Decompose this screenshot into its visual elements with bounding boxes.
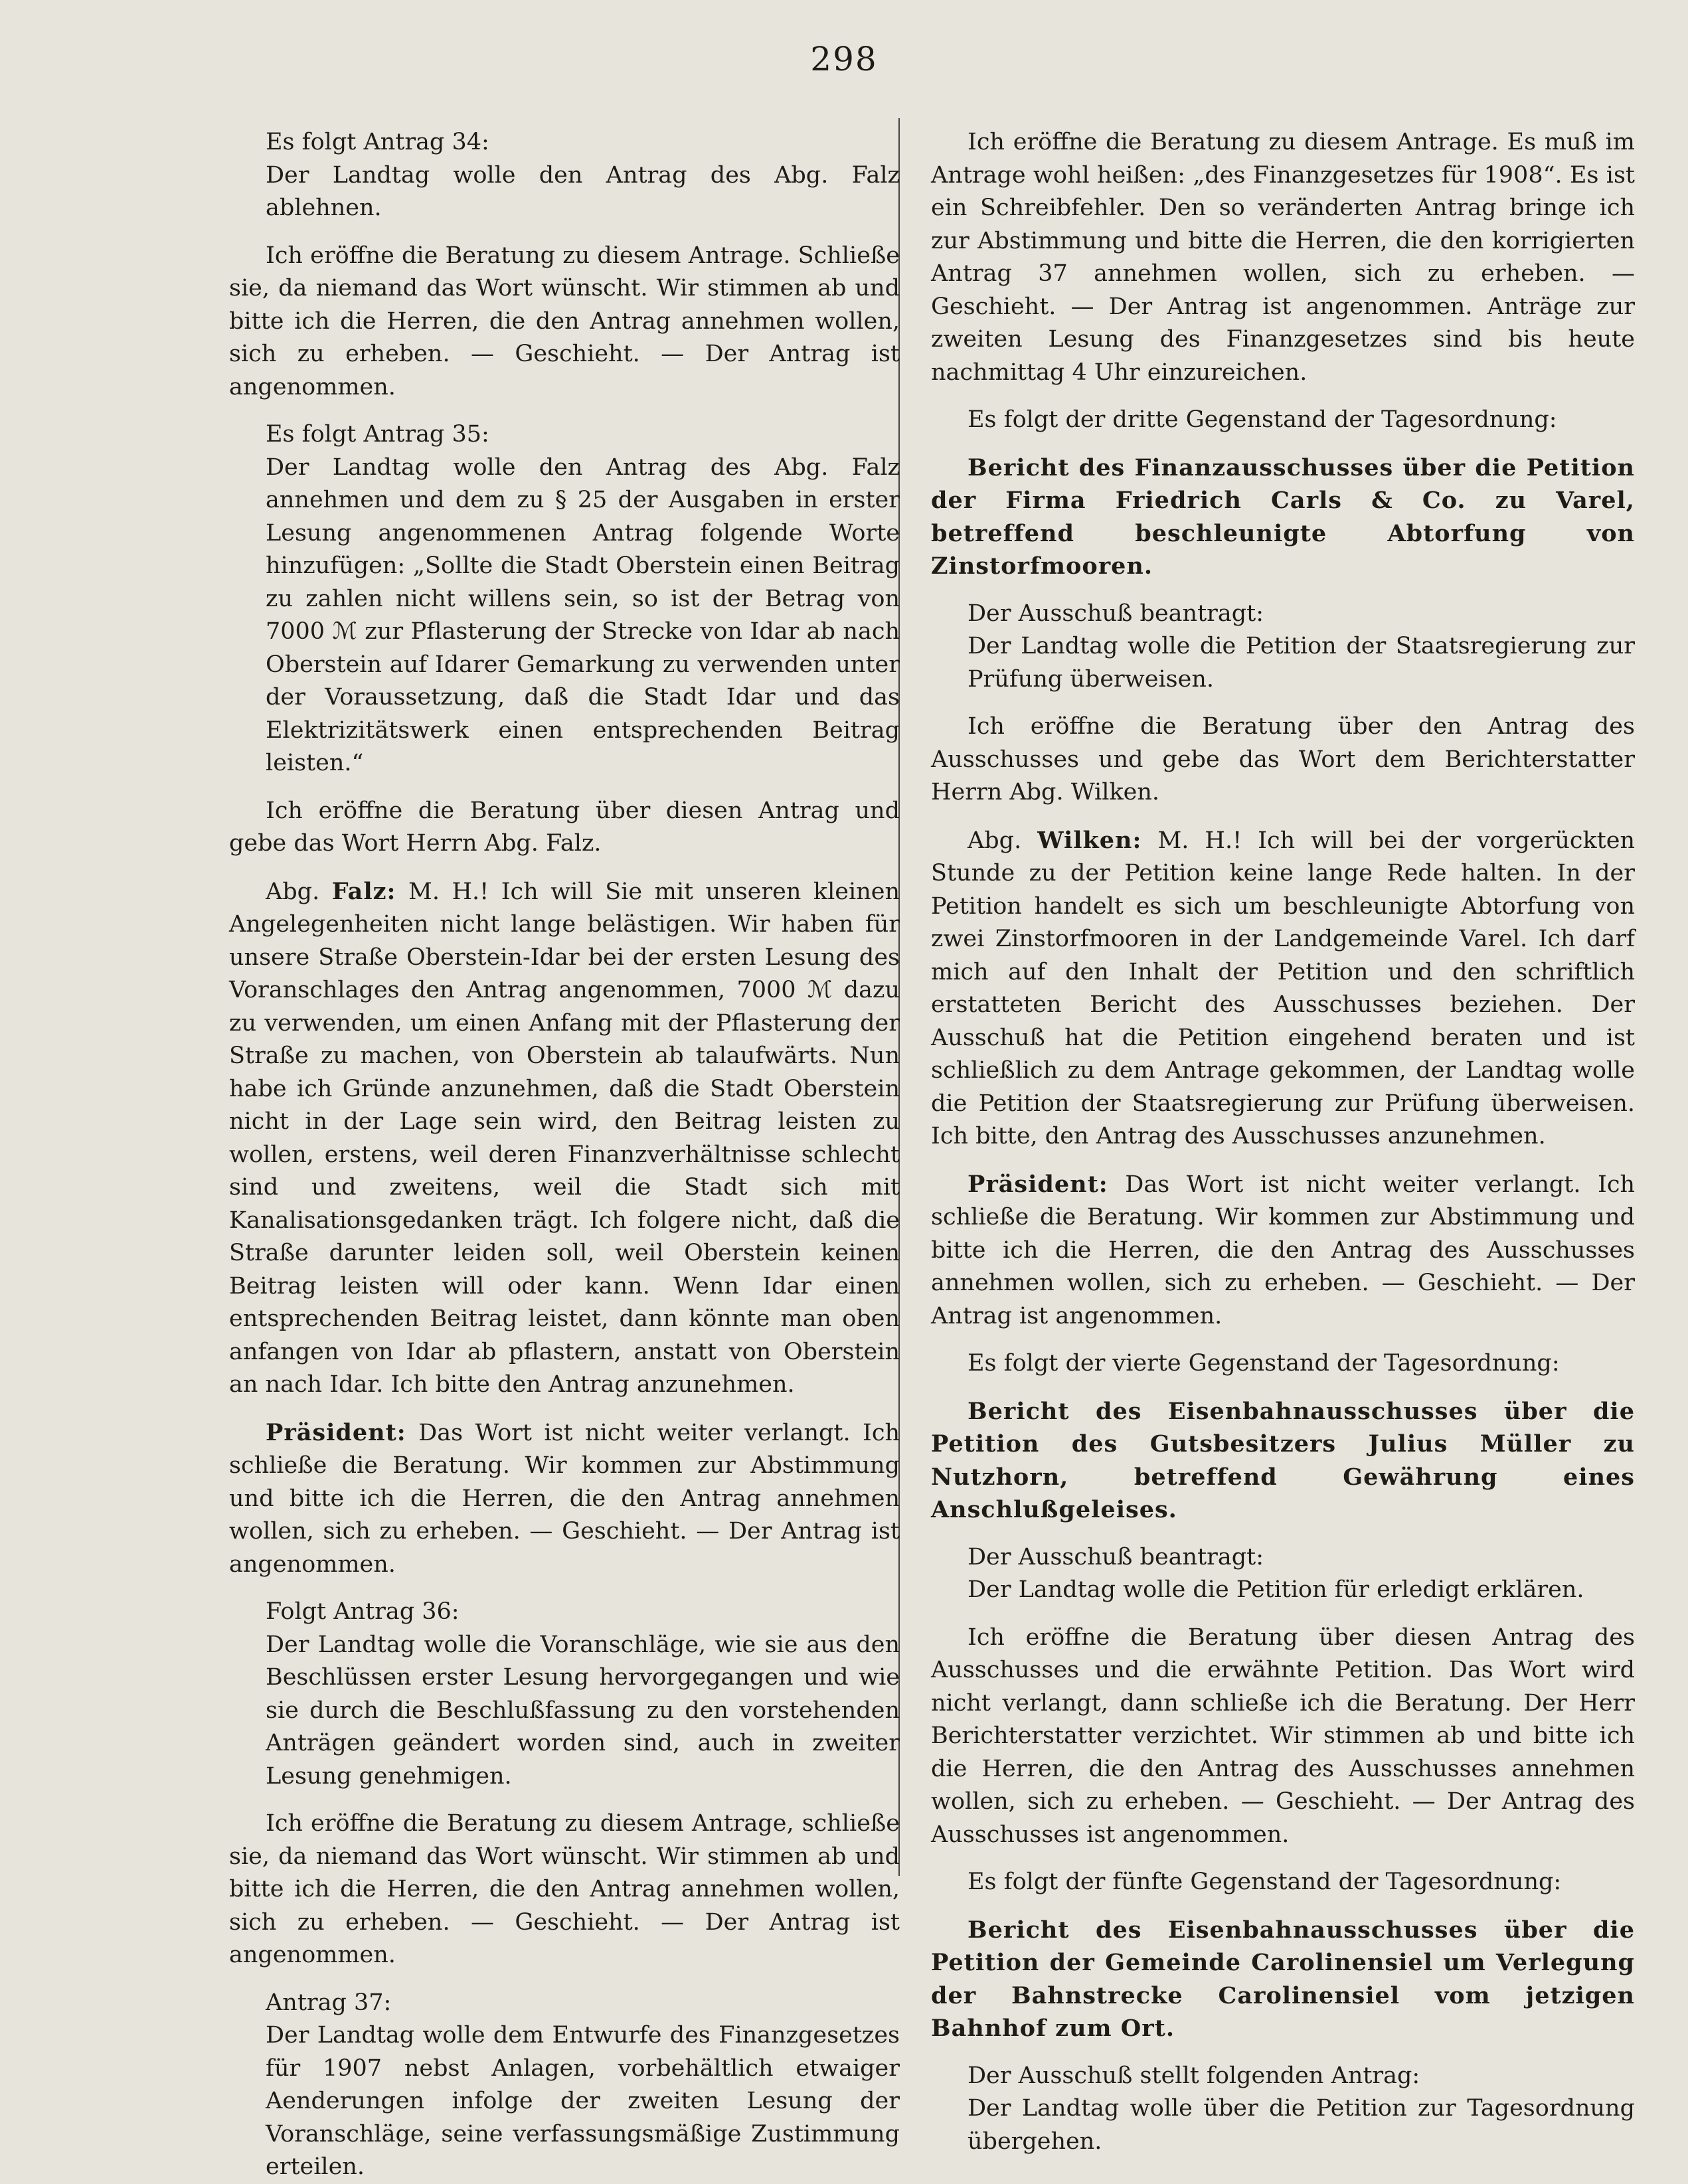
speaker-name: Wilken:: [1037, 826, 1142, 854]
speech-text: Das Wort ist nicht weiter verlangt. Ich schließe die Beratung. Wir kommen zur Abstimmung und bitte ich die Herren, die den Antrag des Ausschusses annehmen wollen, sich zu erheben. — Geschieht. — Der Antrag ist angenommen.: [931, 1171, 1635, 1329]
paragraph: Ich eröffne die Beratung zu diesem Antrage. Schließe sie, da niemand das Wort wünscht. Wir stimmen ab und bitte ich die Herren, die den Antrag annehmen wollen, sich zu erheben. — Geschieht. — Der Antrag ist angenommen.: [229, 242, 900, 400]
speech-paragraph: [229, 875, 900, 1402]
paragraph: Ich eröffne die Beratung zu diesem Antrage. Es muß im Antrage wohl heißen: „des Finanzgesetzes für 1908“. Es ist ein Schreibfehler. Den so veränderten Antrag bringe ich zur Abstimmung und bitte die Herren, die den korrigierten Antrag 37 annehmen wollen, sich zu erheben. — Geschieht. — Der Antrag ist angenommen. Anträge zur zweiten Lesung des Finanzgesetzes sind bis heute nachmittag 4 Uhr einzureichen.: [931, 129, 1635, 386]
paragraph: Ich eröffne die Beratung zu diesem Antrage, schließe sie, da niemand das Wort wünscht. Wir stimmen ab und bitte ich die Herren, die den Antrag annehmen wollen, sich zu erheben. — Geschieht. — Der Antrag ist angenommen.: [229, 1810, 900, 1968]
speech-paragraph: [229, 1416, 900, 1582]
page-number: 298: [810, 40, 878, 78]
paragraph: Ich eröffne die Beratung über diesen Antrag des Ausschusses und die erwähnte Petition. Das Wort wird nicht verlangt, dann schließe ich die Beratung. Der Herr Berichterstatter verzichtet. Wir stimmen ab und bitte ich die Herren, die den Antrag des Ausschusses annehmen wollen, sich zu erheben. — Geschieht. — Der Antrag des Ausschusses ist angenommen.: [931, 1624, 1635, 1848]
speaker-prefix: Abg.: [266, 878, 320, 905]
speaker-name: Präsident:: [266, 1418, 406, 1446]
speech-paragraph: [931, 824, 1635, 1153]
paragraph: Ich eröffne die Beratung über diesen Antrag und gebe das Wort Herrn Abg. Falz.: [229, 797, 900, 857]
speaker-name: Präsident:: [968, 1170, 1108, 1198]
speaker-name: Falz:: [331, 877, 396, 905]
paragraph-lead: Es folgt der vierte Gegenstand der Tagesordnung:: [968, 1350, 1560, 1377]
paragraph-lead: Der Ausschuß beantragt:: [968, 1543, 1264, 1570]
paragraph-lead: Es folgt der dritte Gegenstand der Tagesordnung:: [968, 406, 1557, 433]
motion-quote: Der Landtag wolle die Petition für erledigt erklären.: [968, 1576, 1584, 1603]
paragraph-lead: Es folgt der fünfte Gegenstand der Tagesordnung:: [968, 1869, 1562, 1895]
agenda-heading: Bericht des Eisenbahnausschusses über die Petition der Gemeinde Carolinensiel um Verlegung der Bahnstrecke Carolinensiel vom jetzigen Bahnhof zum Ort.: [931, 1916, 1635, 2042]
left-column: [229, 112, 900, 2184]
paragraph-lead: Der Ausschuß beantragt:: [968, 600, 1264, 627]
paragraph: Ich eröffne die Beratung über den Antrag des Ausschusses und gebe das Wort dem Berichterstatter Herrn Abg. Wilken.: [931, 713, 1635, 805]
speaker-prefix: Abg.: [968, 827, 1022, 854]
speech-paragraph: [931, 1168, 1635, 1333]
motion-quote: Der Landtag wolle die Voranschläge, wie sie aus den Beschlüssen erster Lesung hervorgegangen und wie sie durch die Beschlußfassung zu den vorstehenden Anträgen geändert worden sind, auch in zweiter Lesung genehmigen.: [266, 1631, 900, 1790]
motion-quote: Der Landtag wolle den Antrag des Abg. Falz annehmen und dem zu § 25 der Ausgaben in erster Lesung angenommenen Antrag folgende Worte hinzufügen: „Sollte die Stadt Oberstein einen Beitrag zu zahlen nicht willens sein, so ist der Betrag von 7000 ℳ zur Pflasterung der Strecke von Idar ab nach Oberstein auf Idarer Gemarkung zu verwenden unter der Voraussetzung, daß die Stadt Idar und das Elektrizitätswerk einen entsprechenden Beitrag leisten.“: [266, 454, 900, 776]
agenda-heading: Bericht des Finanzausschusses über die Petition der Firma Friedrich Carls & Co. zu Varel, betreffend beschleunigte Abtorfung von Zinstorfmooren.: [931, 454, 1635, 580]
paragraph-lead: Es folgt Antrag 34:: [266, 129, 489, 155]
motion-quote: Der Landtag wolle dem Entwurfe des Finanzgesetzes für 1907 nebst Anlagen, vorbehältlich etwaiger Aenderungen infolge der zweiten Lesung der Voranschläge, seine verfassungsmäßige Zustimmung erteilen.: [266, 2022, 900, 2180]
motion-quote: Der Landtag wolle den Antrag des Abg. Falz ablehnen.: [266, 161, 900, 221]
paragraph-lead: Antrag 37:: [266, 1989, 392, 2016]
agenda-heading: Bericht des Eisenbahnausschusses über die Petition des Gutsbesitzers Julius Müller zu Nutzhorn, betreffend Gewährung eines Anschlußgeleises.: [931, 1397, 1635, 1523]
motion-quote: Der Landtag wolle über die Petition zur Tagesordnung übergehen.: [968, 2095, 1635, 2155]
speech-text: M. H.! Ich will bei der vorgerückten Stunde zu der Petition keine lange Rede halten. In der Petition handelt es sich um beschleunigte Abtorfung von zwei Zinstorfmooren in der Landgemeinde Varel. Ich darf mich auf den Inhalt der Petition und den schriftlich erstatteten Bericht des Ausschusses beziehen. Der Ausschuß hat die Petition eingehend beraten und ist schließlich zu dem Antrage gekommen, der Landtag wolle die Petition der Staatsregierung zur Prüfung überweisen. Ich bitte, den Antrag des Ausschusses anzunehmen.: [931, 827, 1635, 1149]
motion-quote: Der Landtag wolle die Petition der Staatsregierung zur Prüfung überweisen.: [968, 633, 1635, 693]
speech-text: M. H.! Ich will Sie mit unseren kleinen Angelegenheiten nicht lange belästigen. Wir haben für unsere Straße Oberstein-Idar bei der ersten Lesung des Voranschlages den Antrag angenommen, 7000 ℳ dazu zu verwenden, um einen Anfang mit der Pflasterung der Straße zu machen, von Oberstein ab talaufwärts. Nun habe ich Gründe anzunehmen, daß die Stadt Oberstein nicht in der Lage sein wird, den Beitrag leisten zu wollen, erstens, weil deren Finanzverhältnisse schlecht sind und zweitens, weil die Stadt sich mit Kanalisationsgedanken trägt. Ich folgere nicht, daß die Straße darunter leiden soll, weil Oberstein keinen Beitrag leisten will oder kann. Wenn Idar einen entsprechenden Beitrag leistet, dann könnte man oben anfangen von Idar ab pflastern, anstatt von Oberstein an nach Idar. Ich bitte den Antrag anzunehmen.: [229, 878, 900, 1398]
paragraph-lead: Es folgt Antrag 35:: [266, 421, 489, 448]
speech-text: Das Wort ist nicht weiter verlangt. Ich schließe die Beratung. Wir kommen zur Abstimmung und bitte ich die Herren, die den Antrag annehmen wollen, sich zu erheben. — Geschieht. — Der Antrag ist angenommen.: [229, 1419, 900, 1578]
right-column: [931, 112, 1635, 2158]
paragraph-lead: Folgt Antrag 36:: [266, 1598, 460, 1625]
paragraph-lead: Der Ausschuß stellt folgenden Antrag:: [968, 2062, 1420, 2089]
